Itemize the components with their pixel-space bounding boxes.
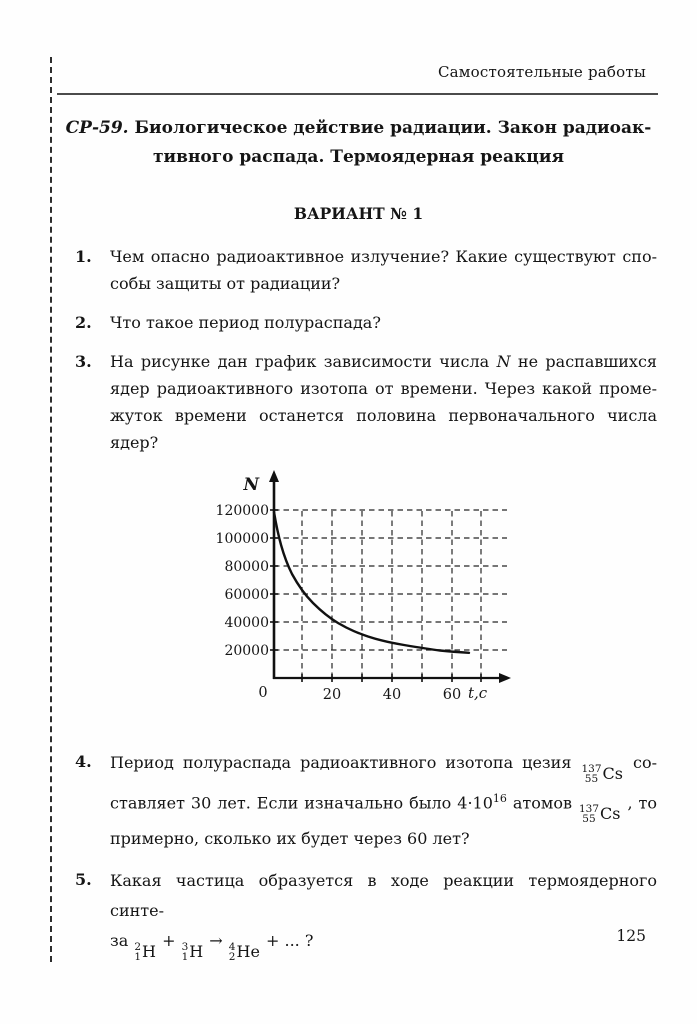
question-text (110, 348, 657, 736)
y-tick-label: 100000 (215, 531, 269, 547)
question-line: Что такое период полураспада? (110, 313, 381, 332)
question-3 (75, 348, 657, 736)
y-tick-labels (216, 503, 269, 659)
question-number: 3. (75, 352, 92, 371)
x-tick-label: 60 (442, 687, 462, 703)
question-1 (75, 243, 657, 297)
x-tick-label: 0 (258, 685, 268, 701)
x-tick-labels (258, 685, 461, 703)
y-tick-label: 20000 (224, 643, 269, 659)
questions-list (75, 243, 657, 974)
question-text (110, 309, 657, 336)
nuclide-notation: 3 1 H (181, 941, 204, 964)
question-text (110, 748, 657, 854)
worksheet-title-line: тивного распада. Термоядерная реакция (152, 147, 564, 167)
left-cut-dashed-line (50, 57, 52, 962)
y-tick-label: 40000 (224, 615, 269, 631)
x-axis-arrow (499, 673, 511, 683)
question-line: за 2 1 H + 3 1 H → 4 2 He + ... ? (110, 931, 314, 964)
question-number: 1. (75, 247, 92, 266)
y-tick-label: 120000 (215, 503, 269, 519)
axes (273, 478, 502, 679)
question-text (110, 243, 657, 297)
decay-graph-figure (213, 468, 513, 720)
question-line: жуток времени останется половина первоначального числа (110, 406, 657, 425)
question-line: примерно, сколько их будет через 60 лет? (110, 829, 470, 849)
x-tick-label: 40 (382, 687, 402, 703)
x-tick-label: 20 (322, 687, 342, 703)
question-line: Какая частица образуется в ходе реакции термоядерного синте- (110, 871, 657, 921)
x-axis-label: t,c (468, 684, 488, 702)
question-line: ядер? (110, 433, 159, 452)
nuclide-notation: 2 1 H (134, 941, 156, 964)
nuclide-notation: 137 55 Cs (581, 763, 623, 785)
running-header: Самостоятельные работы (437, 63, 646, 81)
y-tick-label: 80000 (224, 559, 269, 575)
question-5 (75, 866, 657, 962)
nuclide-notation: 137 55 Cs (578, 803, 621, 826)
decay-graph (213, 468, 513, 716)
question-line: собы защиты от радиации? (110, 274, 341, 293)
question-line: Период полураспада радиоактивного изотопа цезия 137 55 Cs со- (110, 753, 657, 785)
grid-lines (274, 510, 507, 678)
question-text (110, 866, 657, 962)
question-number: 5. (75, 870, 92, 890)
question-line: Чем опасно радиоактивное излучение? Какие существуют спо- (110, 247, 657, 266)
decay-curve (274, 512, 469, 653)
question-4 (75, 748, 657, 854)
y-tick-label: 60000 (224, 587, 269, 603)
worksheet-title (60, 114, 657, 172)
worksheet-title-line: СР-59. Биологическое действие радиации. Закон радиоак- (65, 118, 652, 138)
y-axis-arrow (269, 470, 279, 482)
question-line: ядер радиоактивного изотопа от времени. Через какой проме- (110, 379, 657, 398)
question-number: 2. (75, 313, 92, 332)
nuclide-notation: 4 2 He (228, 941, 260, 964)
question-line: ставляет 30 лет. Если изначально было $4\cdot 10^{16}$ атомов 137 55 Cs , то (110, 792, 657, 826)
question-line: На рисунке дан график зависимости числа N не распавшихся (110, 352, 658, 371)
y-axis-label: N (243, 475, 259, 495)
page-number: 125 (616, 927, 646, 945)
question-2 (75, 309, 657, 336)
header-rule (57, 93, 658, 95)
variant-heading: ВАРИАНТ № 1 (293, 204, 424, 223)
question-number: 4. (75, 752, 92, 771)
